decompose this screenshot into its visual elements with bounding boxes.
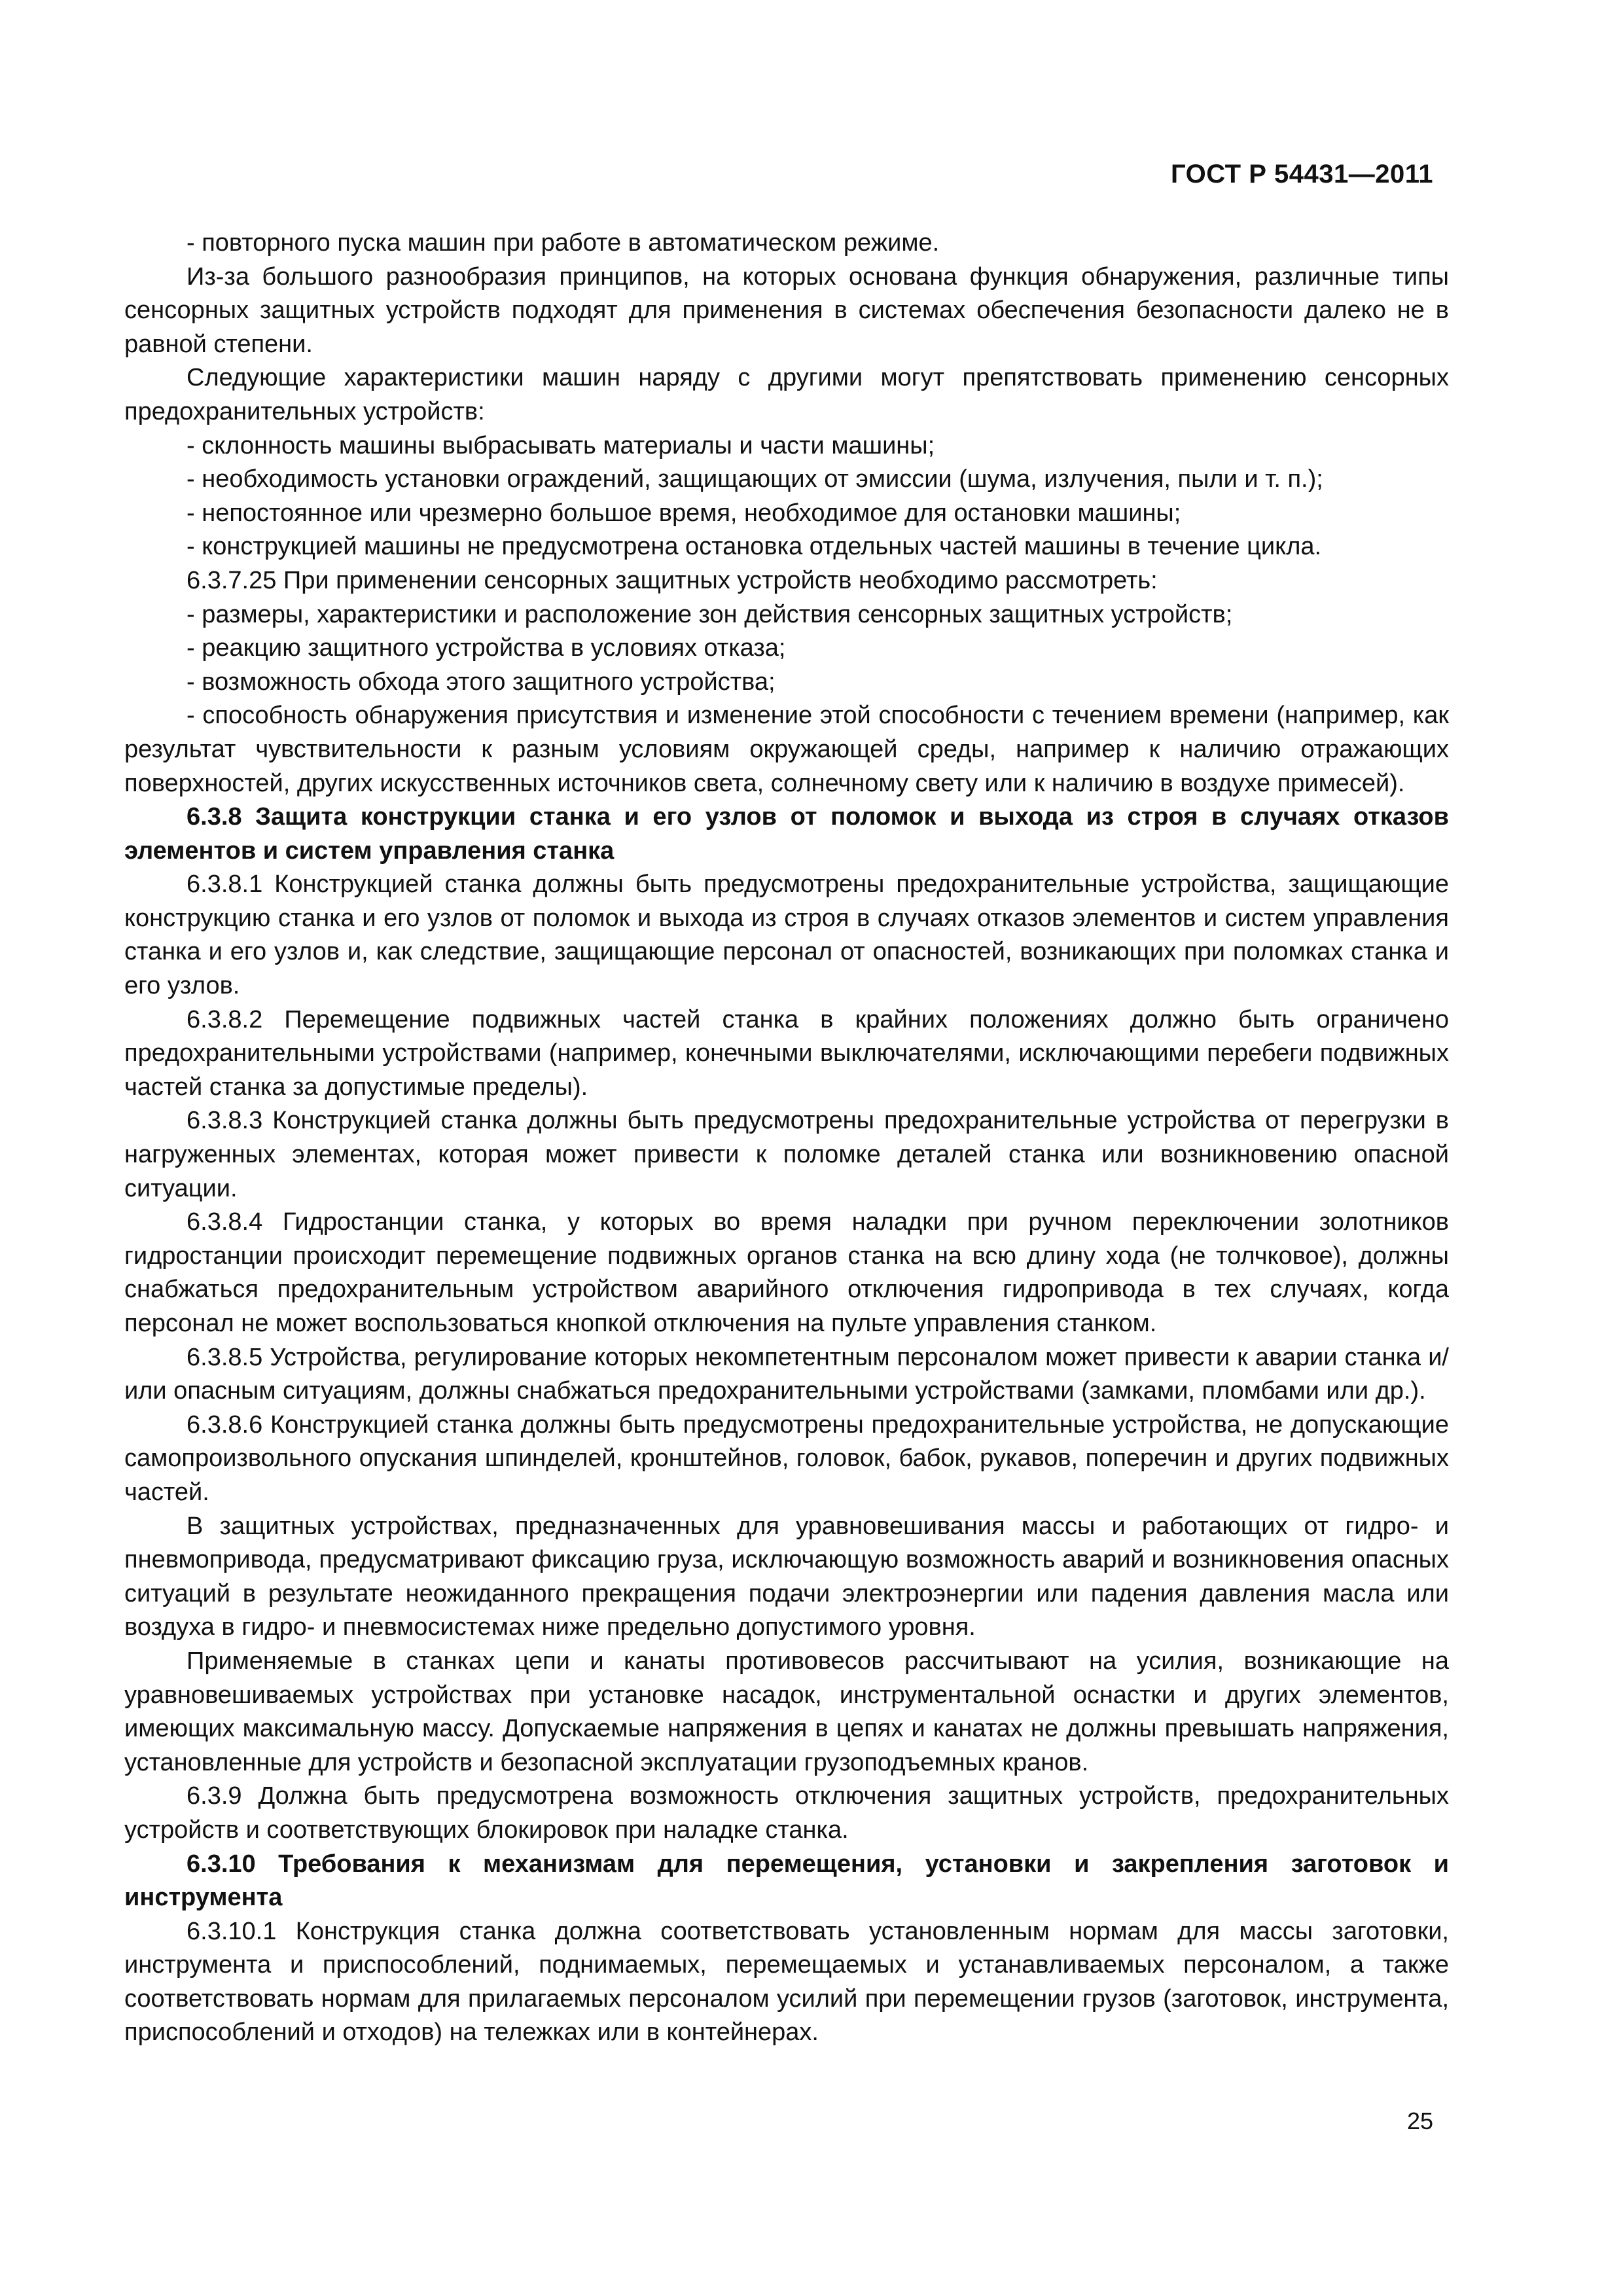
list-item: - необходимость установки ограждений, защищающих от эмиссии (шума, излучения, пыли и т. п.); [187, 465, 1323, 493]
list-item: - непостоянное или чрезмерно большое время, необходимое для остановки машины; [187, 499, 1181, 527]
paragraph: В защитных устройствах, предназначенных для уравновешивания массы и работающих от гидро- и пневмопривода, предусматривают фиксацию груза, исключающую возможность аварий и возникновения опасных ситуаций в результате неожиданного прекращения подачи электроэнергии или падения давления масла или воздуха в гидро- и пневмосистемах ниже предельно допустимого уровня. [124, 1512, 1449, 1641]
paragraph: 6.3.9 Должна быть предусмотрена возможность отключения защитных устройств, предохранительных устройств и соответствующих блокировок при наладке станка. [124, 1782, 1449, 1844]
paragraph: 6.3.10.1 Конструкция станка должна соответствовать установленным нормам для массы заготовки, инструмента и приспособлений, поднимаемых, перемещаемых и устанавливаемых персоналом, а также соответствовать нормам для прилагаемых персоналом усилий при перемещении грузов (заготовок, инструмента, приспособлений и отходов) на тележках или в контейнерах. [124, 1917, 1449, 2047]
list-item: - размеры, характеристики и расположение зон действия сенсорных защитных устройств; [187, 600, 1233, 628]
paragraph: Применяемые в станках цепи и канаты противовесов рассчитывают на усилия, возникающие на уравновешиваемых устройствах при установке насадок, инструментальной оснастки и других элементов, имеющих максимальную массу. Допускаемые напряжения в цепях и канатах не должны превышать напряжения, установленные для устройств и безопасной эксплуатации грузоподъемных кранов. [124, 1647, 1449, 1776]
document-id-header: ГОСТ Р 54431—2011 [1171, 160, 1433, 188]
document-body [124, 226, 1449, 2050]
section-heading-6-3-8: 6.3.8 Защита конструкции станка и его узлов от поломок и выхода из строя в случаях отказов элементов и систем управления станка [124, 803, 1449, 865]
paragraph: - повторного пуска машин при работе в автоматическом режиме. [187, 229, 940, 257]
paragraph: Следующие характеристики машин наряду с другими могут препятствовать применению сенсорных предохранительных устройств: [124, 364, 1449, 425]
page-number: 25 [1406, 2108, 1433, 2134]
list-item: - реакцию защитного устройства в условиях отказа; [187, 634, 786, 662]
paragraph: 6.3.8.5 Устройства, регулирование которых некомпетентным персоналом может привести к аварии станка и/или опасным ситуациям, должны снабжаться предохранительными устройствами (замками, пломбами или др.). [124, 1343, 1449, 1405]
list-item: - конструкцией машины не предусмотрена остановка отдельных частей машины в течение цикла. [187, 533, 1322, 561]
section-heading-6-3-10: 6.3.10 Требования к механизмам для перемещения, установки и закрепления заготовок и инструмента [124, 1850, 1449, 1912]
paragraph: 6.3.8.2 Перемещение подвижных частей станка в крайних положениях должно быть ограничено предохранительными устройствами (например, конечными выключателями, исключающими перебеги подвижных частей станка за допустимые пределы). [124, 1005, 1449, 1101]
paragraph: 6.3.8.3 Конструкцией станка должны быть предусмотрены предохранительные устройства от перегрузки в нагруженных элементах, которая может привести к поломке деталей станка или возникновению опасной ситуации. [124, 1107, 1449, 1202]
paragraph: 6.3.8.6 Конструкцией станка должны быть предусмотрены предохранительные устройства, не допускающие самопроизвольного опускания шпинделей, кронштейнов, головок, бабок, рукавов, поперечин и других подвижных частей. [124, 1410, 1449, 1506]
paragraph: Из-за большого разнообразия принципов, на которых основана функция обнаружения, различные типы сенсорных защитных устройств подходят для применения в системах обеспечения безопасности далеко не в равной степени. [124, 262, 1449, 358]
paragraph: 6.3.7.25 При применении сенсорных защитных устройств необходимо рассмотреть: [187, 566, 1158, 594]
paragraph: 6.3.8.1 Конструкцией станка должны быть предусмотрены предохранительные устройства, защищающие конструкцию станка и его узлов от поломок и выхода из строя в случаях отказов элементов и систем управления станка и его узлов и, как следствие, защищающие персонал от опасностей, возникающих при поломках станка и его узлов. [124, 870, 1449, 1000]
list-item: - склонность машины выбрасывать материалы и части машины; [187, 431, 935, 459]
list-item: - способность обнаружения присутствия и изменение этой способности с течением времени (например, как результат чувствительности к разным условиям окружающей среды, например к наличию отражающих поверхностей, других искусственных источников света, солнечному свету или к наличию в воздухе примесей). [124, 702, 1449, 797]
paragraph: 6.3.8.4 Гидростанции станка, у которых во время наладки при ручном переключении золотников гидростанции происходит перемещение подвижных органов станка на всю длину хода (не толчковое), должны снабжаться предохранительным устройством аварийного отключения гидропривода в тех случаях, когда персонал не может воспользоваться кнопкой отключения на пульте управления станком. [124, 1208, 1449, 1337]
list-item: - возможность обхода этого защитного устройства; [187, 668, 776, 696]
